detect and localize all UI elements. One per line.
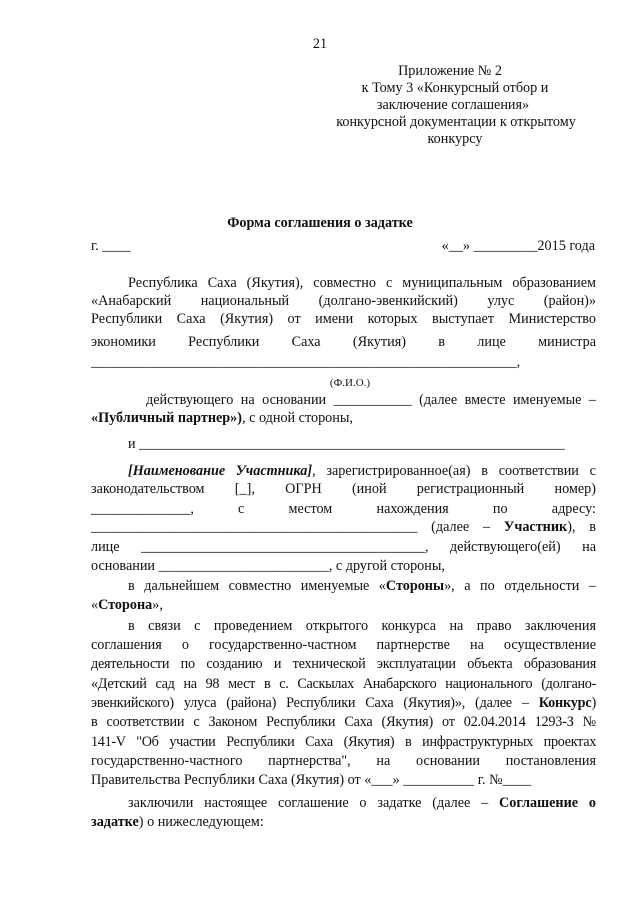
para2-line-4-a: ______________________________________________ (далее –: [91, 519, 504, 535]
para5-line-2: [91, 814, 264, 831]
para1-line-7-rest: , с одной стороны,: [242, 410, 353, 426]
para3-line-2-a: «: [91, 597, 99, 613]
para1-line-7: [91, 410, 353, 427]
para1-signatory-line: ____________________________________________________________,: [91, 354, 521, 370]
para2-line-6: основании ________________________, с другой стороны,: [91, 558, 445, 574]
para3-line-1-c: », а по отдельности –: [444, 578, 596, 594]
contest-term: Конкурс: [538, 695, 592, 711]
para1-line-3: Республики Саха (Якутия) от имени которых выступает Министерство: [91, 311, 596, 327]
parties-term: Стороны: [385, 578, 445, 594]
appendix-line-2: к Тому 3 «Конкурсный отбор и: [361, 80, 549, 96]
para2-line-4: [91, 519, 596, 536]
para4-line-8: государственно-частного партнерства", на основании постановления: [91, 753, 596, 769]
appendix-line-4: конкурсной документации к открытому: [336, 114, 576, 130]
appendix-line-3: заключение соглашения»: [376, 97, 530, 113]
para2-line-2: законодательством [_], ОГРН (иной регистрационный номер): [91, 481, 596, 497]
para4-line-2: соглашения о государственно-частном партнерстве на осуществление: [91, 637, 596, 653]
para4-line-1: в связи с проведением открытого конкурса на право заключения: [128, 618, 596, 634]
para4-line-9: Правительства Республики Саха (Якутия) от «___» __________ г. №____: [91, 772, 531, 788]
para5-line-1: [128, 795, 596, 812]
and-line: и ____________________________________________________________: [128, 436, 565, 452]
public-partner-term: «Публичный партнер»): [91, 410, 243, 426]
para1-line-2: «Анабарский национальный (долгано-эвенкийский) улус (район)»: [91, 293, 596, 309]
fio-caption: (Ф.И.О.): [329, 377, 371, 389]
para4-line-5: [91, 695, 596, 712]
para5-line-2-c: ) о нижеследующем:: [138, 814, 264, 830]
appendix-line-1: Приложение № 2: [398, 63, 502, 79]
party-term: Сторона: [98, 597, 153, 613]
para3-line-2: [91, 597, 163, 614]
para2-line-4-c: ), в: [567, 519, 596, 535]
participant-term: Участник: [503, 519, 568, 535]
para2-line-3: ______________, с местом нахождения по адресу:: [91, 501, 596, 517]
para1-line-6: действующего на основании ___________ (далее вместе именуемые –: [146, 392, 596, 408]
city-field: г. ____: [91, 238, 131, 254]
document-title: Форма соглашения о задатке: [227, 215, 413, 231]
para2-line-1: [128, 463, 596, 480]
date-field: «__» _________2015 года: [441, 238, 595, 254]
para1-line-4: экономики Республики Саха (Якутия) в лице министра: [91, 334, 596, 350]
deposit-term: задатке: [91, 814, 139, 830]
deposit-agreement-term: Соглашение о: [499, 795, 596, 811]
para4-line-5-c: ): [591, 695, 596, 711]
para5-line-1-a: заключили настоящее соглашение о задатке (далее –: [128, 795, 500, 811]
participant-name-placeholder: [Наименование Участника]: [128, 463, 313, 479]
para4-line-5-a: эвенкийского) улуса (района) Республики Саха (Якутия)», (далее –: [91, 695, 539, 711]
para4-line-3: деятельности по созданию и технической эксплуатации объекта образования: [91, 656, 596, 672]
para4-line-7: 141-V "Об участии Республики Саха (Якутия) в инфраструктурных проектах: [91, 734, 596, 750]
para4-line-6: в соответствии с Законом Республики Саха (Якутия) от 02.04.2014 1293-З №: [91, 714, 596, 730]
para1-line-1: Республика Саха (Якутия), совместно с муниципальным образованием: [128, 275, 596, 291]
para3-line-1-a: в дальнейшем совместно именуемые «: [128, 578, 386, 594]
para2-line-5: лице ________________________________________, действующего(ей) на: [91, 539, 596, 555]
para3-line-2-c: »,: [152, 597, 163, 613]
para4-line-4: «Детский сад на 98 мест в с. Саскылах Анабарского национального (долгано-: [91, 676, 596, 692]
para3-line-1: [128, 578, 596, 595]
page-number: 21: [312, 36, 328, 52]
appendix-line-5: конкурсу: [427, 131, 483, 147]
para2-line-1-rest: , зарегистрированное(ая) в соответствии с: [312, 463, 596, 479]
